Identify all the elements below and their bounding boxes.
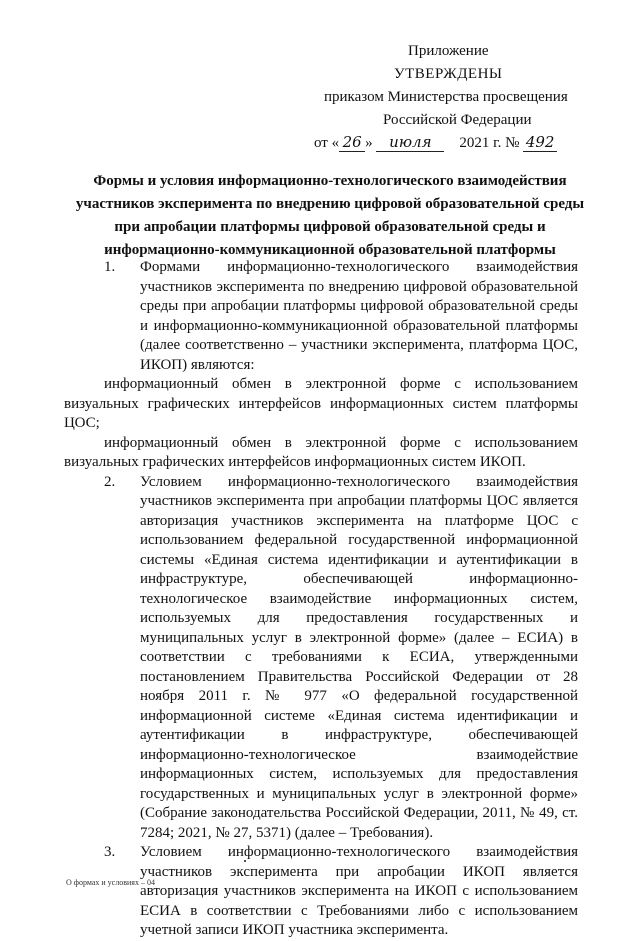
ministry-line: Российской Федерации: [383, 112, 532, 128]
order-day: 26: [339, 133, 365, 152]
order-month: июля: [376, 133, 444, 152]
approved-label: УТВЕРЖДЕНЫ: [394, 66, 503, 82]
approval-block: [300, 40, 600, 155]
paragraph-number: 1.: [104, 259, 116, 275]
paragraph-text: Формами информационно-технологического взаимодействия участников эксперимента по внедрению цифровой образовательной среды при апробации платформы цифровой образовательной среды и информационно-коммуникационной образовательной платформы (далее соответственно – участники эксперимента, платформа ЦОС, ИКОП) являются:: [140, 259, 578, 373]
document-body: [64, 258, 578, 941]
paragraph-text: Условием информационно-технологического взаимодействия участников эксперимента при апробации ИКОП является авторизация участников эксперимента на ИКОП с использованием ЕСИА в соответствии с Требованиями либо с использованием учетной записи ИКОП участника эксперимента.: [140, 844, 578, 938]
footer-note: О формах и условиях – 04: [66, 878, 155, 887]
paragraph-item-3: [64, 843, 578, 941]
order-year: 2021 г. №: [459, 135, 520, 151]
order-date-line: [300, 132, 600, 155]
paragraph-item-2: [64, 473, 578, 844]
order-line: приказом Министерства просвещения: [324, 89, 568, 105]
date-mid: »: [365, 135, 373, 151]
date-prefix: от «: [314, 135, 340, 151]
paragraph: информационный обмен в электронной форме с использованием визуальных графических интерфейсов информационных систем ИКОП.: [64, 434, 578, 470]
paragraph-text: Условием информационно-технологического взаимодействия участников эксперимента при апробации платформы ЦОС является авторизация участников эксперимента на платформе ЦОС с использованием федеральной государственной информационной системы «Единая система идентификации и аутентификации в инфраструктуре, обеспечивающей информационно-технологическое взаимодействие информационных систем, используемых для предоставления государственных и муниципальных услуг в электронной форме» (далее – ЕСИА) в соответствии с требованиями к ЕСИА, утвержденными постановлением Правительства Российской Федерации от 28 ноября 2011 г. № 977 «О федеральной государственной информационной системе «Единая система идентификации и аутентификации в инфраструктуре, обеспечивающей информационно-технологическое взаимодействие информационных систем, используемых для предоставления государственных и муниципальных услуг в электронной форме» (Собрание законодательства Российской Федерации, 2011, № 49, ст. 7284; 2021, № 27, 5371) (далее – Требования).: [140, 473, 578, 841]
paragraph-number: 3.: [104, 844, 116, 860]
paragraph-item-1: [64, 258, 578, 375]
document-title: Формы и условия информационно-технологического взаимодействия участников эксперимента по внедрению цифровой образовательной среды при апробации платформы цифровой образовательной среды и информационно-коммуникационной образовательной платформы: [75, 173, 585, 258]
paragraph-number: 2.: [104, 473, 116, 490]
appendix-label: Приложение: [408, 43, 489, 59]
order-number: 492: [523, 133, 557, 152]
scan-speck: [244, 860, 246, 862]
paragraph: информационный обмен в электронной форме с использованием визуальных графических интерфейсов информационных систем платформы ЦОС;: [64, 376, 578, 431]
